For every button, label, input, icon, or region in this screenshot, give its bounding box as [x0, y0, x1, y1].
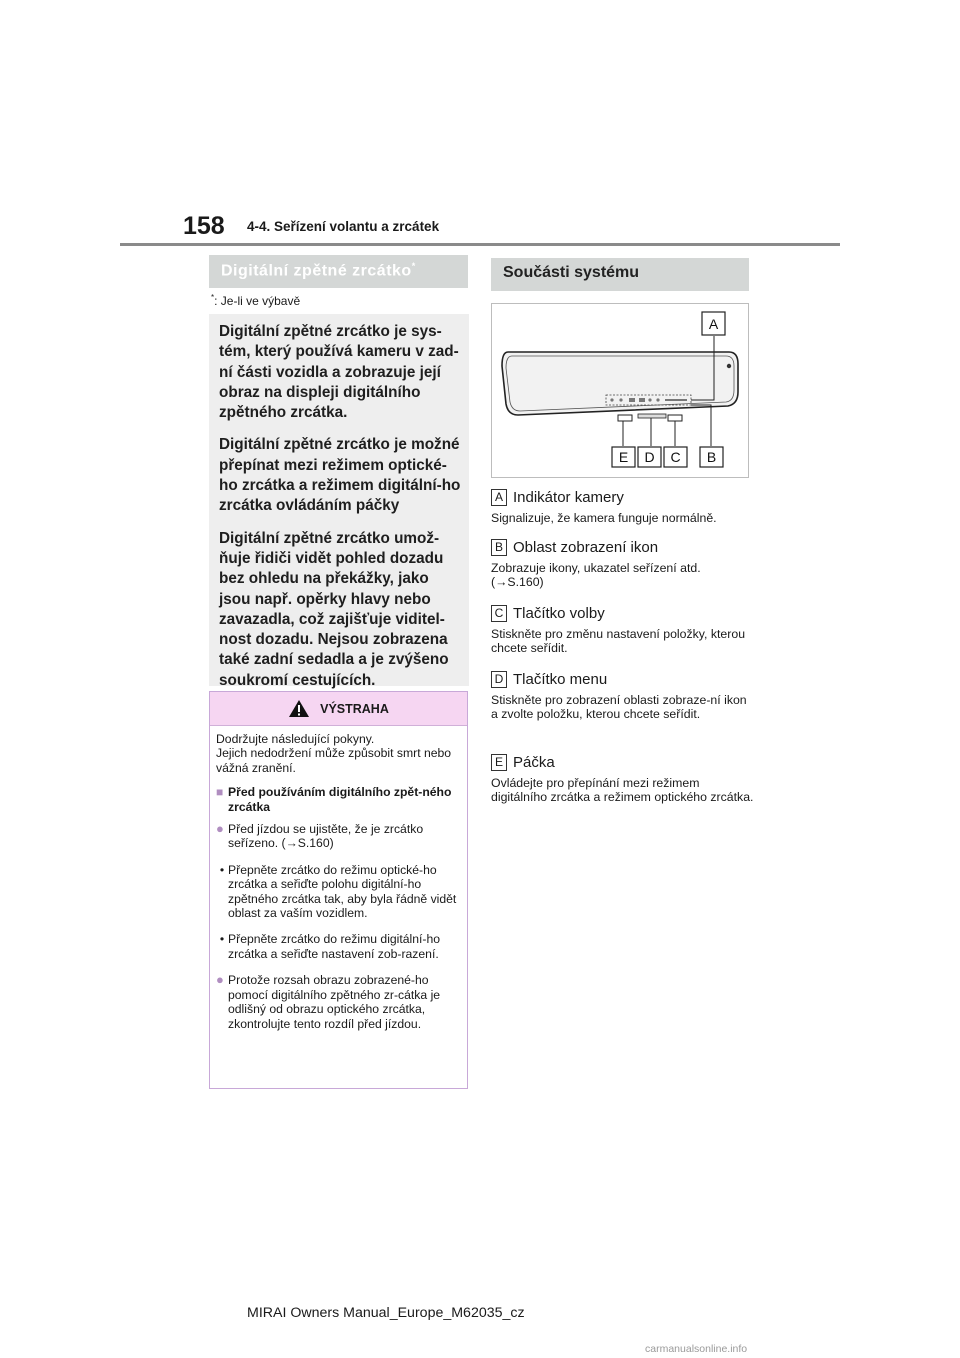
warning-dash-text: Přepněte zrcátko do režimu digitální-ho zrcátka a seřiďte nastavení zob-razení.	[228, 932, 441, 961]
component-letter: D	[491, 671, 507, 688]
circle-bullet-icon: ●	[216, 821, 224, 837]
warning-icon	[288, 699, 310, 718]
warning-box	[209, 691, 468, 1089]
header-rule	[120, 243, 840, 246]
page-number: 158	[183, 212, 225, 240]
left-header-mark: *	[411, 261, 416, 271]
footer-text: MIRAI Owners Manual_Europe_M62035_cz	[247, 1305, 525, 1321]
left-section-header	[209, 255, 468, 288]
figure-label-d: D	[644, 449, 655, 465]
figure-label-b: B	[706, 449, 717, 465]
warning-subhead	[216, 785, 461, 814]
component-item-c	[491, 605, 756, 655]
component-desc: Ovládejte pro přepínání mezi režimem digitálního zrcátka a režimem optického zrcátka.	[491, 776, 754, 804]
warning-dash-text: Přepněte zrcátko do režimu optické-ho zrcátka a seřiďte polohu digitální-ho zpětného zrcátka tak, aby byla řádně vidět oblast za vaším vozidlem.	[228, 862, 457, 921]
component-title: Tlačítko volby	[513, 605, 605, 622]
circle-bullet-icon: ●	[216, 972, 224, 988]
warning-item	[216, 973, 461, 1031]
component-item-a	[491, 489, 756, 525]
right-section-header: Součásti systému	[491, 258, 749, 291]
intro-box	[209, 314, 469, 689]
component-title: Oblast zobrazení ikon	[513, 539, 659, 556]
warning-item-text: Protože rozsah obrazu zobrazené-ho pomocí digitálního zpětného zr-cátka je odlišný od obrazu optického zrcátka, zkontrolujte tento rozdíl před jízdou.	[228, 973, 441, 1031]
left-header-text: Digitální zpětné zrcátko	[221, 262, 412, 280]
warning-item	[216, 822, 461, 851]
warning-title: VÝSTRAHA	[320, 701, 389, 716]
component-item-b	[491, 539, 756, 589]
component-letter: B	[491, 539, 507, 556]
dash-bullet-icon: •	[219, 932, 225, 947]
component-title: Indikátor kamery	[513, 489, 624, 506]
component-desc: Zobrazuje ikony, ukazatel seřízení atd. (→S.160)	[491, 561, 701, 589]
dash-bullet-icon: •	[219, 862, 225, 877]
warning-body	[210, 726, 467, 1031]
warning-subhead-text: Před používáním digitálního zpět-ného zrcátka	[228, 785, 452, 814]
intro-paragraph: Digitální zpětné zrcátko umož-ňuje řidiči vidět pohled dozadu bez ohledu na překážky, jako jsou např. opěrky hlavy nebo zavazadla, což zajišťuje viditel-nost dozadu. Nejsou zobrazena také zadní sedadla a je zvýšeno soukromí cestujících.	[219, 529, 449, 689]
square-bullet-icon: ■	[216, 785, 224, 800]
figure-label-a: A	[708, 316, 719, 332]
component-letter: C	[491, 605, 507, 622]
mirror-illustration	[492, 304, 748, 477]
component-letter: A	[491, 489, 507, 506]
warning-header	[210, 692, 467, 726]
component-letter: E	[491, 754, 507, 771]
component-item-e	[491, 754, 756, 804]
footnote-text: : Je-li ve výbavě	[214, 294, 301, 308]
mirror-figure	[491, 303, 749, 478]
component-title: Tlačítko menu	[513, 671, 608, 688]
footnote	[211, 293, 300, 308]
component-desc: Stiskněte pro změnu nastavení položky, kterou chcete seřídit.	[491, 627, 746, 655]
warning-dash-item	[216, 932, 461, 961]
warning-item-text: Před jízdou se ujistěte, že je zrcátko seřízeno. (→S.160)	[228, 822, 424, 851]
warning-dash-item	[216, 863, 461, 921]
watermark: carmanualsonline.info	[645, 1343, 748, 1355]
component-desc: Signalizuje, že kamera funguje normálně.	[491, 511, 717, 525]
section-title: 4-4. Seřízení volantu a zrcátek	[247, 219, 440, 234]
component-title: Páčka	[513, 754, 555, 771]
component-item-d	[491, 671, 756, 721]
component-desc: Stiskněte pro zobrazení oblasti zobraze-ní ikon a zvolte položku, kterou chcete seřídit.	[491, 693, 747, 721]
figure-label-e: E	[618, 449, 629, 465]
intro-paragraph: Digitální zpětné zrcátko je možné přepínat mezi režimem optické-ho zrcátka a režimem digitální-ho zrcátka ovládáním páčky	[219, 436, 461, 515]
intro-paragraph: Digitální zpětné zrcátko je sys-tém, který používá kameru v zad-ní části vozidla a zobrazuje její obraz na displeji digitálního zpětného zrcátka.	[219, 323, 459, 422]
warning-intro: Dodržujte následující pokyny. Jejich nedodržení může způsobit smrt nebo vážná zranění.	[216, 732, 452, 775]
figure-label-c: C	[670, 449, 681, 465]
footnote-mark: *	[211, 293, 215, 302]
